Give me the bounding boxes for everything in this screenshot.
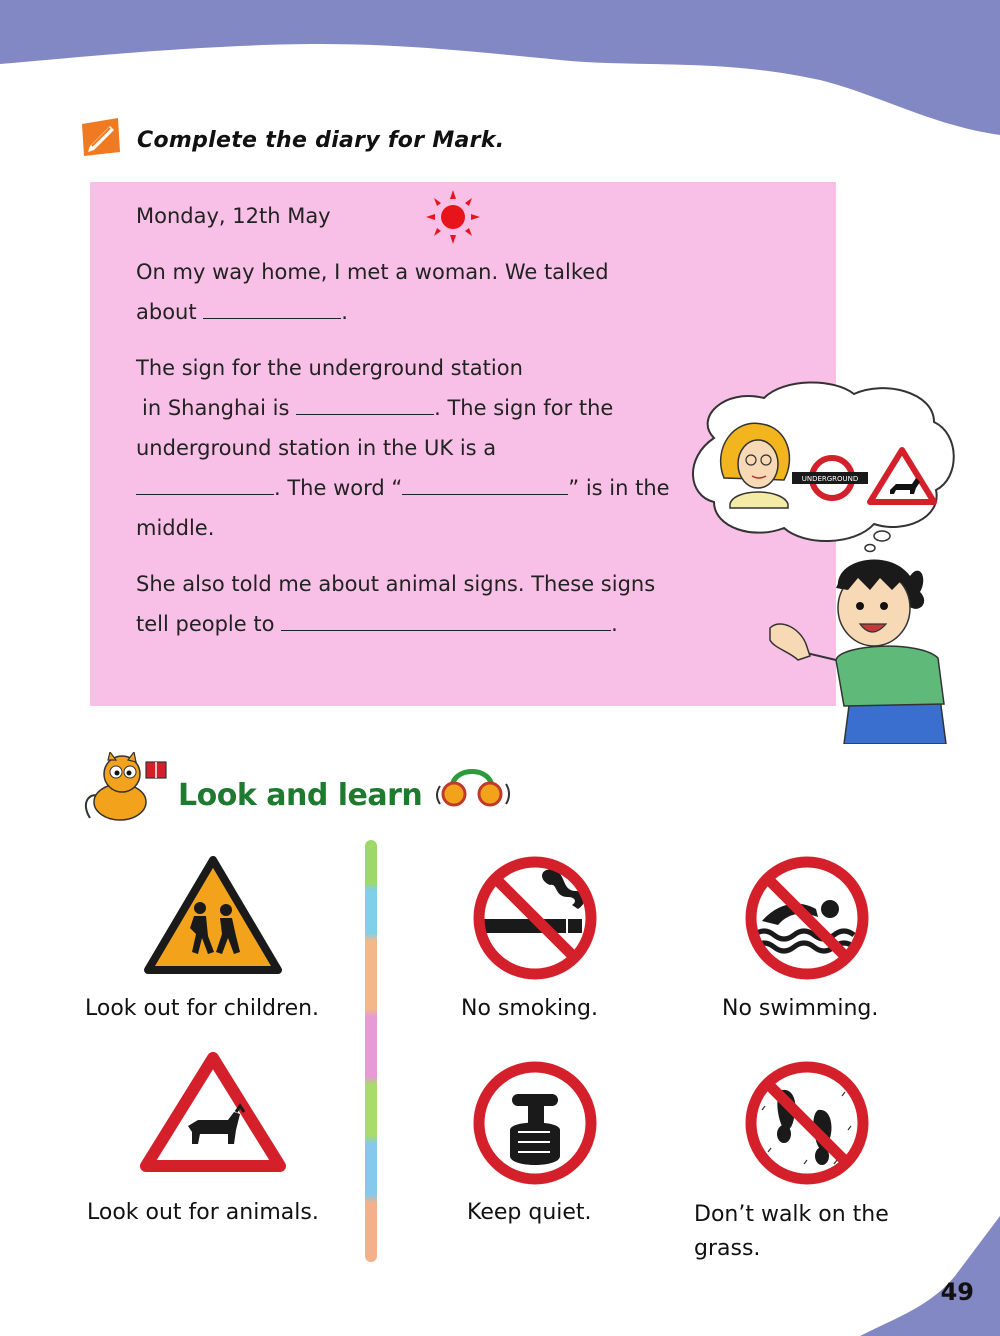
diary-text-segment: . — [341, 300, 348, 324]
no-smoking-sign-icon — [466, 855, 604, 981]
caption-children: Look out for children. — [85, 996, 320, 1021]
page-number: 49 — [940, 1278, 974, 1306]
blank-word[interactable] — [402, 476, 568, 495]
diary-p2-line3: underground station in the UK is a — [136, 436, 497, 460]
headphones-icon — [436, 760, 516, 810]
blank-uk-sign[interactable] — [136, 476, 274, 495]
underground-label: UNDERGROUND — [801, 475, 859, 483]
diary-p2-line2 — [142, 396, 613, 420]
pencil-icon — [78, 116, 124, 158]
diary-p3-line2 — [136, 612, 618, 636]
caption-line: grass. — [694, 1236, 761, 1261]
no-walking-on-grass-sign-icon — [738, 1060, 876, 1186]
thought-bubble — [684, 378, 960, 554]
diary-text-segment: tell people to — [136, 612, 275, 636]
diary-p3-line1: She also told me about animal signs. These signs — [136, 572, 656, 596]
section-title: Look and learn — [178, 778, 423, 813]
caption-animals: Look out for animals. — [87, 1200, 319, 1225]
diary-date: Monday, 12th May — [136, 204, 331, 228]
diary-text-segment: ” is in the — [568, 476, 670, 500]
top-banner-wave — [0, 0, 1000, 140]
blank-topic[interactable] — [203, 300, 341, 319]
diary-text-segment: . — [611, 612, 618, 636]
caption-no-walking-grass — [694, 1198, 889, 1266]
diary-p1-line1: On my way home, I met a woman. We talked — [136, 260, 609, 284]
blank-shanghai-sign[interactable] — [296, 396, 434, 415]
instruction-heading: Complete the diary for Mark. — [137, 128, 505, 153]
boy-figure — [760, 548, 960, 744]
column-divider — [365, 840, 377, 1262]
diary-p1-line2 — [136, 300, 348, 324]
cat-reading-icon — [80, 752, 176, 824]
diary-p2-line5: middle. — [136, 516, 215, 540]
diary-text-segment: in Shanghai is — [142, 396, 290, 420]
diary-text-segment: . The sign for the — [434, 396, 614, 420]
diary-text-segment: . The word “ — [274, 476, 403, 500]
caption-no-smoking: No smoking. — [461, 996, 599, 1021]
caption-line: Don’t walk on the — [694, 1202, 889, 1227]
keep-quiet-sign-icon — [466, 1060, 604, 1186]
diary-p2-line1: The sign for the underground station — [136, 356, 523, 380]
animal-crossing-sign-icon — [140, 1052, 286, 1172]
diary-p2-line4 — [136, 476, 670, 500]
caption-no-swimming: No swimming. — [722, 996, 879, 1021]
caption-keep-quiet: Keep quiet. — [467, 1200, 592, 1225]
sun-icon — [426, 190, 480, 244]
no-swimming-sign-icon — [738, 855, 876, 981]
children-crossing-sign-icon — [144, 856, 282, 976]
diary-text-segment: about — [136, 300, 197, 324]
blank-animal-signs[interactable] — [281, 612, 611, 631]
